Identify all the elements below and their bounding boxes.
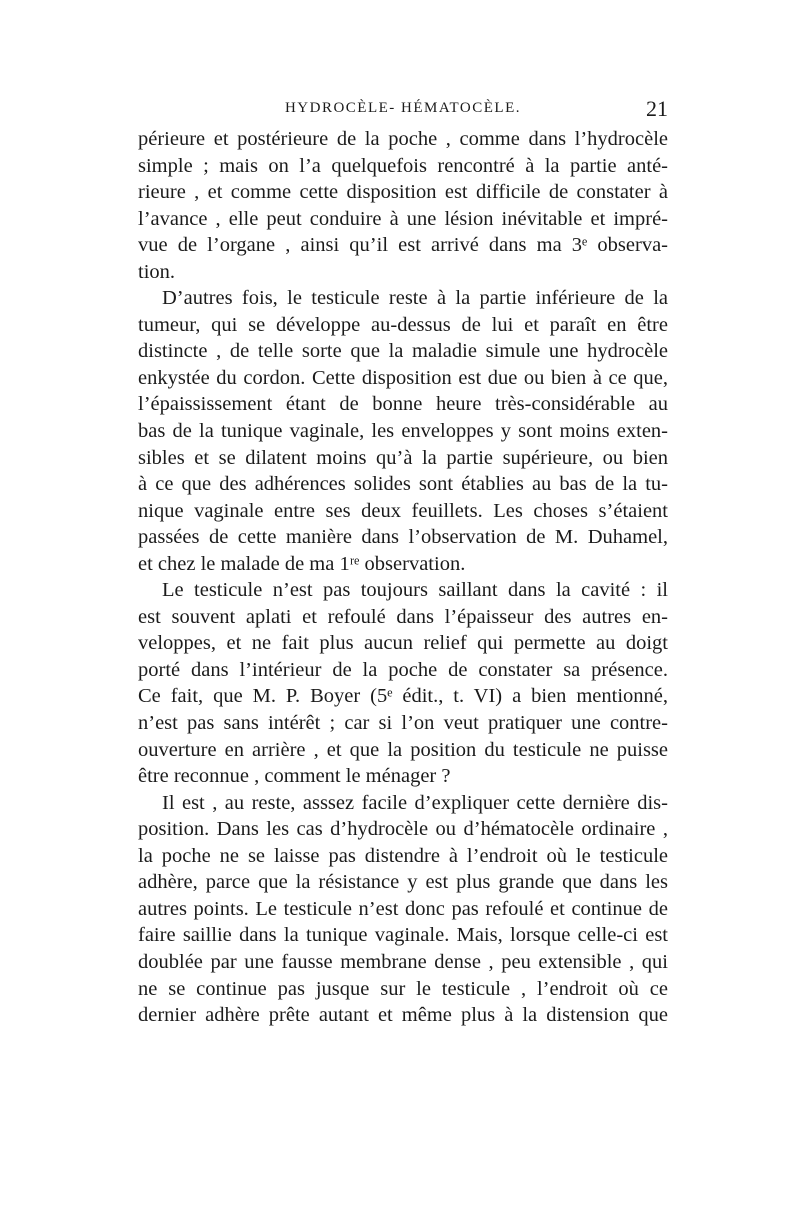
text-line: position. Dans les cas d’hydrocèle ou d’hématocèle ordinaire ,	[138, 818, 668, 841]
text-line: et chez le malade de ma 1ʳᵉ observation.	[138, 552, 466, 575]
running-head	[138, 96, 668, 122]
text-line: l’épaississement étant de bonne heure très-considérable au	[138, 393, 668, 416]
text-line: porté dans l’intérieur de la poche de constater sa présence.	[138, 658, 668, 681]
text-line: est souvent aplati et refoulé dans l’épaisseur des autres en-	[138, 605, 668, 628]
text-line: ne se continue pas jusque sur le testicule , l’endroit où ce	[138, 977, 668, 1000]
paragraph-first-line: D’autres fois, le testicule reste à la partie inférieure de la	[162, 287, 668, 310]
text-line: périeure et postérieure de la poche , comme dans l’hydrocèle	[138, 128, 668, 150]
text-line: à ce que des adhérences solides sont établies au bas de la tu-	[138, 473, 668, 496]
text-line: bas de la tunique vaginale, les enveloppes y sont moins exten-	[138, 420, 668, 443]
text-line: rieure , et comme cette disposition est difficile de constater à	[138, 181, 668, 204]
text-line: n’est pas sans intérêt ; car si l’on veut pratiquer une contre-	[138, 712, 668, 735]
text-line: doublée par une fausse membrane dense , peu extensible , qui	[138, 950, 668, 973]
text-line: tion.	[138, 260, 176, 283]
text-line: simple ; mais on l’a quelquefois rencontré à la partie anté-	[138, 154, 668, 177]
text-line: adhère, parce que la résistance y est plus grande que dans les	[138, 871, 668, 894]
text-line: vue de l’organe , ainsi qu’il est arrivé dans ma 3ᵉ observa-	[138, 234, 668, 257]
page-number: 21	[646, 96, 668, 121]
text-line: sibles et se dilatent moins qu’à la partie supérieure, ou bien	[138, 446, 668, 469]
text-line: faire saillie dans la tunique vaginale. Mais, lorsque celle-ci est	[138, 924, 668, 947]
text-line: tumeur, qui se développe au-dessus de lui et paraît en être	[138, 313, 668, 336]
paragraph-first-line: Le testicule n’est pas toujours saillant dans la cavité : il	[162, 579, 668, 602]
text-line: Ce fait, que M. P. Boyer (5ᵉ édit., t. VI) a bien mentionné,	[138, 685, 668, 708]
body-text	[138, 126, 668, 1029]
text-line: passées de cette manière dans l’observation de M. Duhamel,	[138, 526, 668, 549]
text-line: enkystée du cordon. Cette disposition est due ou bien à ce que,	[138, 366, 668, 389]
text-line: dernier adhère prête autant et même plus à la distension que	[138, 1004, 668, 1027]
text-line: être reconnue , comment le ménager ?	[138, 765, 451, 788]
text-line: ouverture en arrière , et que la position du testicule ne puisse	[138, 738, 668, 761]
paragraph-first-line: Il est , au reste, asssez facile d’expliquer cette dernière dis-	[162, 791, 668, 814]
text-line: veloppes, et ne fait plus aucun relief qui permette au doigt	[138, 632, 668, 655]
text-line: nique vaginale entre ses deux feuillets. Les choses s’étaient	[138, 499, 668, 522]
running-title: HYDROCÈLE- HÉMATOCÈLE.	[284, 100, 522, 116]
text-line: autres points. Le testicule n’est donc pas refoulé et continue de	[138, 897, 668, 920]
text-line: l’avance , elle peut conduire à une lésion inévitable et impré-	[138, 207, 668, 230]
text-line: la poche ne se laisse pas distendre à l’endroit où le testicule	[138, 844, 668, 867]
text-line: distincte , de telle sorte que la maladie simule une hydrocèle	[138, 340, 668, 363]
